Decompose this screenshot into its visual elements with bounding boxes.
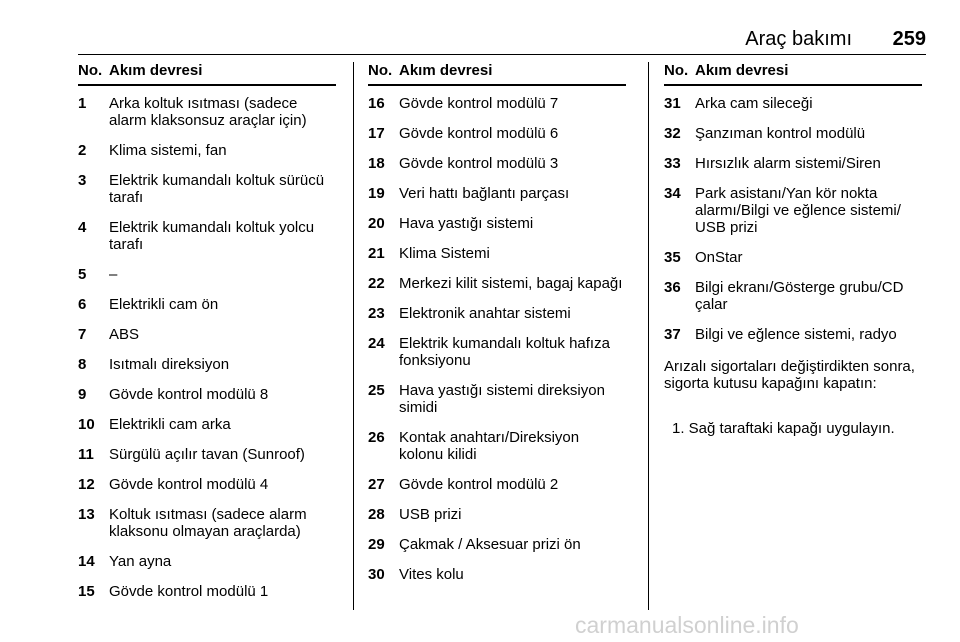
fuse-number: 12 (78, 476, 95, 493)
fuse-circuit-description: Sürgülü açılır tavan (Sunroof) (109, 446, 305, 463)
fuse-row (368, 506, 626, 523)
fuse-number: 31 (664, 95, 681, 112)
fuse-number: 3 (78, 172, 87, 189)
fuse-number: 10 (78, 416, 95, 433)
fuse-table-column-3 (664, 62, 922, 356)
fuse-number: 13 (78, 506, 95, 523)
fuse-row (368, 245, 626, 262)
fuse-circuit-description: Çakmak / Aksesuar prizi ön (399, 536, 581, 553)
fuse-number: 21 (368, 245, 385, 262)
fuse-number: 15 (78, 583, 95, 600)
fuse-row (368, 476, 626, 493)
fuse-circuit-description: Vites kolu (399, 566, 464, 583)
fuse-row (368, 566, 626, 583)
header-no: No. (78, 62, 103, 79)
fuse-number: 33 (664, 155, 681, 172)
fuse-list (664, 95, 922, 343)
fuse-circuit-description: Merkezi kilit sistemi, bagaj kapağı (399, 275, 623, 292)
fuse-row (78, 386, 336, 403)
fuse-row (78, 219, 336, 253)
table-header (368, 62, 626, 86)
fuse-table-column-2 (368, 62, 626, 596)
fuse-row (78, 142, 336, 159)
fuse-row (78, 416, 336, 433)
fuse-row (664, 249, 922, 266)
fuse-number: 17 (368, 125, 385, 142)
fuse-row (664, 279, 922, 313)
fuse-row (664, 185, 922, 236)
fuse-row (368, 335, 626, 369)
fuse-circuit-description: Hava yastığı sistemi direksiyon simidi (399, 382, 605, 416)
fuse-number: 7 (78, 326, 87, 343)
fuse-list (78, 95, 336, 600)
fuse-circuit-description: Veri hattı bağlantı parçası (399, 185, 570, 202)
fuse-row (368, 125, 626, 142)
instruction-paragraph: Arızalı sigortaları değiştirdikten sonra, sigorta kutusu kapağını kapatın: (664, 358, 915, 392)
fuse-circuit-description: Klima Sistemi (399, 245, 490, 262)
fuse-number: 26 (368, 429, 385, 446)
fuse-row (78, 476, 336, 493)
fuse-circuit-description: Arka cam sileceği (695, 95, 813, 112)
fuse-number: 37 (664, 326, 681, 343)
fuse-row (78, 296, 336, 313)
fuse-row (368, 382, 626, 416)
fuse-number: 2 (78, 142, 87, 159)
fuse-row (368, 275, 626, 292)
fuse-row (78, 506, 336, 540)
fuse-number: 29 (368, 536, 385, 553)
fuse-circuit-description: Hava yastığı sistemi (399, 215, 534, 232)
fuse-circuit-description: Elektrik kumandalı koltuk yolcu tarafı (109, 219, 315, 253)
fuse-row (78, 172, 336, 206)
fuse-circuit-description: Gövde kontrol modülü 8 (109, 386, 269, 403)
fuse-row (368, 305, 626, 322)
fuse-number: 36 (664, 279, 681, 296)
fuse-number: 5 (78, 266, 87, 283)
fuse-circuit-description: Gövde kontrol modülü 3 (399, 155, 559, 172)
fuse-number: 24 (368, 335, 385, 352)
column-divider (353, 62, 354, 610)
column-divider (648, 62, 649, 610)
fuse-circuit-description: USB prizi (399, 506, 462, 523)
fuse-number: 34 (664, 185, 681, 202)
fuse-circuit-description: Elektrik kumandalı koltuk sürücü tarafı (109, 172, 325, 206)
fuse-circuit-description: Elektronik anahtar sistemi (399, 305, 571, 322)
fuse-row (78, 356, 336, 373)
fuse-row (664, 326, 922, 343)
fuse-circuit-description: Gövde kontrol modülü 1 (109, 583, 269, 600)
fuse-row (664, 155, 922, 172)
fuse-row (78, 583, 336, 600)
fuse-number: 19 (368, 185, 385, 202)
fuse-circuit-description: Elektrikli cam ön (109, 296, 219, 313)
fuse-row (368, 95, 626, 112)
fuse-circuit-description: ABS (109, 326, 140, 343)
fuse-number: 1 (78, 95, 87, 112)
fuse-number: 6 (78, 296, 87, 313)
fuse-row (78, 326, 336, 343)
fuse-circuit-description: Kontak anahtarı/Direksiyon kolonu kilidi (399, 429, 580, 463)
fuse-row (368, 155, 626, 172)
fuse-number: 11 (78, 446, 94, 463)
fuse-circuit-description: Klima sistemi, fan (109, 142, 227, 159)
fuse-number: 25 (368, 382, 385, 399)
fuse-row (78, 95, 336, 129)
header-circuit: Akım devresi (399, 62, 493, 79)
fuse-row (78, 266, 336, 283)
fuse-circuit-description: Elektrikli cam arka (109, 416, 231, 433)
fuse-circuit-description: Park asistanı/Yan kör nokta alarmı/Bilgi ve eğlence sistemi/ USB prizi (695, 185, 901, 236)
page-number: 259 (892, 28, 926, 50)
table-header (664, 62, 922, 86)
fuse-row (664, 95, 922, 112)
fuse-row (368, 536, 626, 553)
fuse-circuit-description: Bilgi ekranı/Gösterge grubu/CD çalar (695, 279, 904, 313)
fuse-list (368, 95, 626, 583)
fuse-number: 9 (78, 386, 87, 403)
fuse-circuit-description: Hırsızlık alarm sistemi/Siren (695, 155, 881, 172)
fuse-circuit-description: Elektrik kumandalı koltuk hafıza fonksiyonu (399, 335, 610, 369)
fuse-number: 28 (368, 506, 385, 523)
fuse-number: 18 (368, 155, 385, 172)
fuse-circuit-description: Arka koltuk ısıtması (sadece alarm klaksonsuz araçlar için) (109, 95, 307, 129)
section-title: Araç bakımı (745, 28, 852, 50)
fuse-number: 30 (368, 566, 385, 583)
fuse-number: 23 (368, 305, 385, 322)
fuse-number: 14 (78, 553, 95, 570)
table-header (78, 62, 336, 86)
fuse-row (664, 125, 922, 142)
fuse-circuit-description: Gövde kontrol modülü 6 (399, 125, 559, 142)
fuse-table-column-1 (78, 62, 336, 613)
fuse-circuit-description: Gövde kontrol modülü 7 (399, 95, 559, 112)
fuse-number: 32 (664, 125, 681, 142)
fuse-circuit-description: Şanzıman kontrol modülü (695, 125, 866, 142)
fuse-row (368, 185, 626, 202)
header-circuit: Akım devresi (109, 62, 203, 79)
fuse-circuit-description: Isıtmalı direksiyon (109, 356, 230, 373)
watermark: carmanualsonline.info (575, 612, 799, 638)
fuse-row (78, 553, 336, 570)
fuse-row (78, 446, 336, 463)
fuse-circuit-description: Bilgi ve eğlence sistemi, radyo (695, 326, 897, 343)
header-circuit: Akım devresi (695, 62, 789, 79)
page-header (78, 26, 926, 55)
header-no: No. (368, 62, 393, 79)
fuse-number: 8 (78, 356, 87, 373)
fuse-circuit-description: – (109, 266, 118, 283)
fuse-number: 4 (78, 219, 87, 236)
fuse-number: 22 (368, 275, 385, 292)
fuse-circuit-description: Koltuk ısıtması (sadece alarm klaksonu olmayan araçlarda) (109, 506, 307, 540)
fuse-number: 27 (368, 476, 385, 493)
header-no: No. (664, 62, 689, 79)
fuse-row (368, 429, 626, 463)
instruction-step-1: 1. Sağ taraftaki kapağı uygulayın. (672, 420, 895, 437)
fuse-number: 35 (664, 249, 681, 266)
fuse-number: 20 (368, 215, 385, 232)
fuse-row (368, 215, 626, 232)
fuse-circuit-description: Gövde kontrol modülü 2 (399, 476, 559, 493)
fuse-circuit-description: Gövde kontrol modülü 4 (109, 476, 269, 493)
fuse-number: 16 (368, 95, 385, 112)
fuse-circuit-description: OnStar (695, 249, 743, 266)
fuse-circuit-description: Yan ayna (109, 553, 172, 570)
